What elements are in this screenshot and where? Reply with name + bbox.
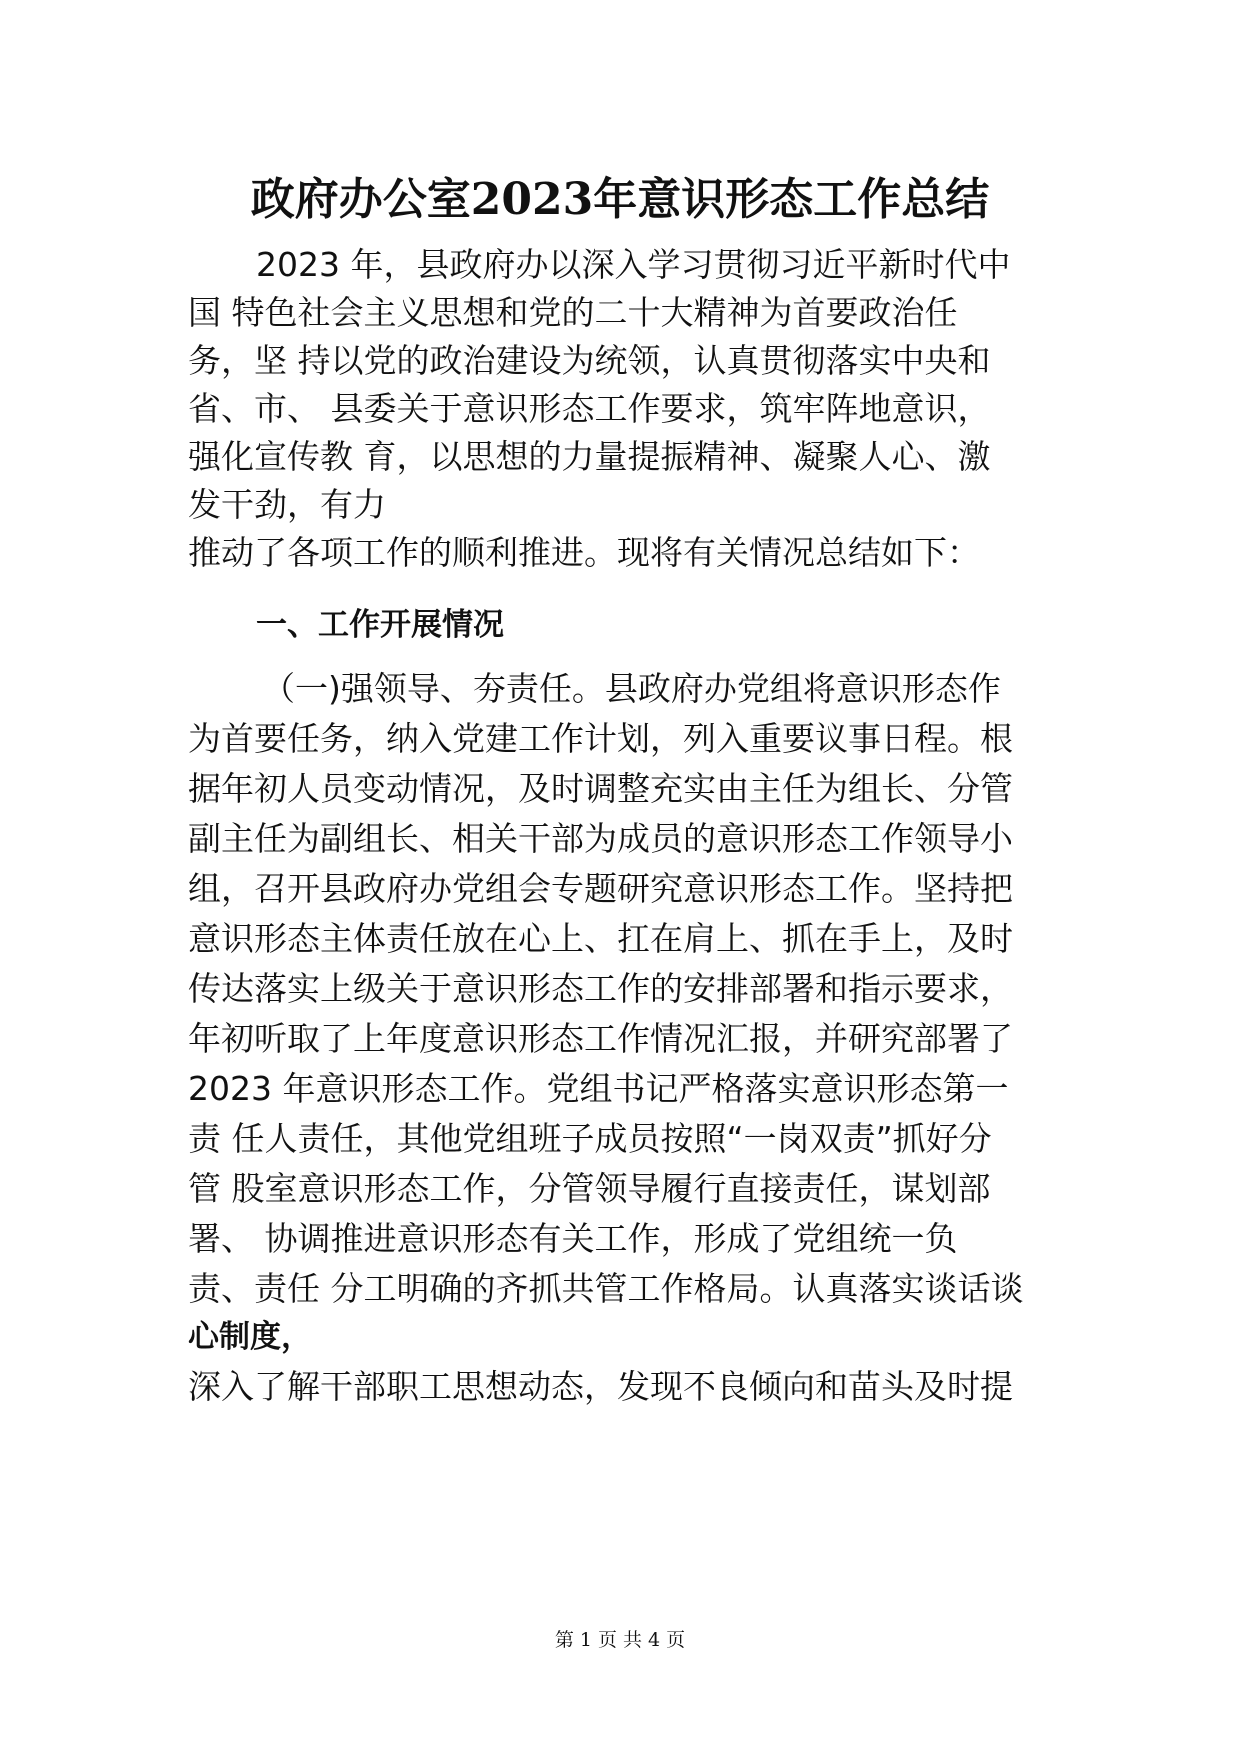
body-line: 深入了解干部职工思想动态，发现不良倾向和苗头及时提 (188, 1367, 1013, 1406)
intro-line: 国 特色社会主义思想和党的二十大精神为首要政治任 (188, 293, 958, 332)
body-line: （一)强领导、夯责任。县政府办党组将意识形态作 (262, 669, 1001, 708)
body-line: 副主任为副组长、相关干部为成员的意识形态工作领导小 (188, 819, 1013, 858)
section-heading: 一、工作开展情况 (256, 607, 504, 643)
body-line: 组，召开县政府办党组会专题研究意识形态工作。坚持把 (188, 869, 1013, 908)
body-line: 管 股室意识形态工作，分管领导履行直接责任，谋划部 (188, 1169, 991, 1208)
page-number-footer: 第 1 页 共 4 页 (554, 1629, 686, 1651)
body-line: 心制度， (188, 1319, 312, 1355)
body-line: 责、责任 分工明确的齐抓共管工作格局。认真落实谈话谈 (188, 1269, 1024, 1308)
body-line: 意识形态主体责任放在心上、扛在肩上、抓在手上，及时 (188, 919, 1013, 958)
body-line: 2023 年意识形态工作。党组书记严格落实意识形态第一 (188, 1069, 1009, 1108)
intro-line: 2023 年，县政府办以深入学习贯彻习近平新时代中 (256, 245, 1011, 284)
intro-line: 省、市、 县委关于意识形态工作要求，筑牢阵地意识， (188, 389, 991, 428)
intro-line: 强化宣传教 育，以思想的力量提振精神、凝聚人心、激 (188, 437, 991, 476)
body-line: 署、 协调推进意识形态有关工作，形成了党组统一负 (188, 1219, 958, 1258)
intro-line: 推动了各项工作的顺利推进。现将有关情况总结如下： (188, 533, 980, 572)
body-line: 责 任人责任，其他党组班子成员按照“一岗双责”抓好分 (188, 1119, 992, 1158)
intro-line: 发干劲，有力 (188, 485, 386, 524)
body-line: 为首要任务，纳入党建工作计划，列入重要议事日程。根 (188, 719, 1013, 758)
intro-line: 务，坚 持以党的政治建设为统领，认真贯彻落实中央和 (188, 341, 991, 380)
document-title: 政府办公室2023年意识形态工作总结 (250, 174, 990, 225)
body-line: 年初听取了上年度意识形态工作情况汇报，并研究部署了 (188, 1019, 1013, 1058)
body-line: 传达落实上级关于意识形态工作的安排部署和指示要求， (188, 969, 1013, 1008)
body-line: 据年初人员变动情况，及时调整充实由主任为组长、分管 (188, 769, 1013, 808)
